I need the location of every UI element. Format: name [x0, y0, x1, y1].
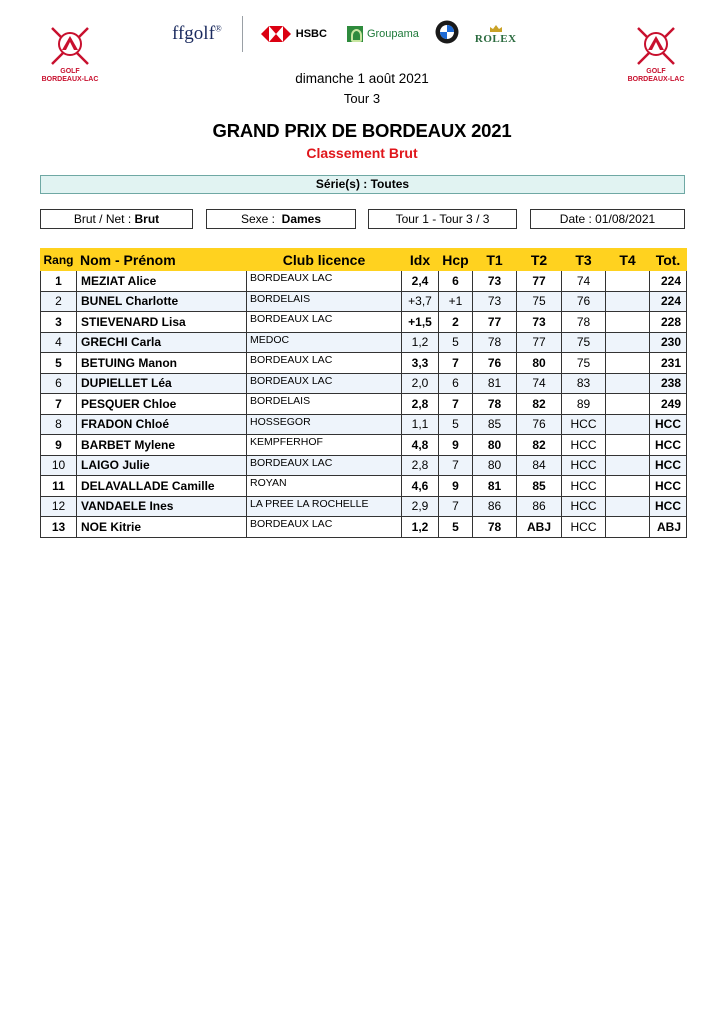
cell-t3: HCC	[562, 476, 606, 497]
cell-name: BETUING Manon	[77, 353, 247, 374]
cell-t4	[606, 353, 650, 374]
cell-t2: 76	[517, 414, 562, 435]
cell-total: HCC	[650, 496, 687, 517]
cell-club: BORDEAUX LAC	[247, 353, 402, 374]
page-subtitle: Classement Brut	[306, 145, 418, 161]
cell-t1: 73	[473, 271, 517, 292]
cell-idx: 2,4	[402, 271, 439, 292]
cell-t2: 77	[517, 271, 562, 292]
cell-hcp: 5	[439, 332, 473, 353]
cell-t4	[606, 271, 650, 292]
cell-t3: 89	[562, 394, 606, 415]
cell-t2: 74	[517, 373, 562, 394]
cell-t4	[606, 455, 650, 476]
cell-t1: 77	[473, 312, 517, 333]
cell-idx: 1,1	[402, 414, 439, 435]
filter-mode: Brut / Net : Brut	[40, 209, 193, 229]
col-header-t4: T4	[606, 249, 650, 271]
table-row	[41, 291, 687, 312]
cell-rank: 1	[41, 271, 77, 292]
cell-t1: 81	[473, 476, 517, 497]
cell-name: MEZIAT Alice	[77, 271, 247, 292]
table-row	[41, 455, 687, 476]
cell-t2: 82	[517, 435, 562, 456]
cell-idx: 2,8	[402, 455, 439, 476]
col-header-hcp: Hcp	[439, 249, 473, 271]
cell-club: KEMPFERHOF	[247, 435, 402, 456]
cell-hcp: 9	[439, 435, 473, 456]
col-header-t3: T3	[562, 249, 606, 271]
cell-name: VANDAELE Ines	[77, 496, 247, 517]
cell-t4	[606, 394, 650, 415]
cell-hcp: 5	[439, 414, 473, 435]
cell-name: STIEVENARD Lisa	[77, 312, 247, 333]
cell-total: 238	[650, 373, 687, 394]
cell-t3: 78	[562, 312, 606, 333]
cell-t1: 78	[473, 332, 517, 353]
cell-club: BORDELAIS	[247, 291, 402, 312]
table-header-row	[41, 249, 687, 271]
col-header-t2: T2	[517, 249, 562, 271]
cell-t1: 78	[473, 517, 517, 538]
cell-total: 230	[650, 332, 687, 353]
cell-t2: 84	[517, 455, 562, 476]
cell-idx: 2,0	[402, 373, 439, 394]
cell-name: DELAVALLADE Camille	[77, 476, 247, 497]
cell-name: PESQUER Chloe	[77, 394, 247, 415]
table-row	[41, 332, 687, 353]
cell-idx: 2,9	[402, 496, 439, 517]
cell-t3: 74	[562, 271, 606, 292]
cell-club: LA PREE LA ROCHELLE	[247, 496, 402, 517]
cell-hcp: 2	[439, 312, 473, 333]
cell-rank: 11	[41, 476, 77, 497]
cell-total: 224	[650, 271, 687, 292]
cell-t4	[606, 435, 650, 456]
cell-t4	[606, 496, 650, 517]
cell-total: ABJ	[650, 517, 687, 538]
table-row	[41, 496, 687, 517]
cell-rank: 8	[41, 414, 77, 435]
cell-idx: 2,8	[402, 394, 439, 415]
cell-club: MEDOC	[247, 332, 402, 353]
golf-club-emblem-icon	[632, 24, 680, 68]
cell-t1: 80	[473, 455, 517, 476]
results-table	[40, 248, 687, 538]
cell-t2: 82	[517, 394, 562, 415]
cell-total: 228	[650, 312, 687, 333]
cell-t2: 73	[517, 312, 562, 333]
groupama-icon	[347, 26, 363, 42]
cell-rank: 10	[41, 455, 77, 476]
cell-hcp: 7	[439, 496, 473, 517]
cell-club: ROYAN	[247, 476, 402, 497]
golf-club-emblem-icon	[46, 24, 94, 68]
cell-idx: +1,5	[402, 312, 439, 333]
sponsor-divider	[242, 16, 243, 52]
cell-club: BORDEAUX LAC	[247, 373, 402, 394]
cell-t3: 75	[562, 353, 606, 374]
cell-idx: 4,8	[402, 435, 439, 456]
cell-t4	[606, 373, 650, 394]
cell-t3: HCC	[562, 496, 606, 517]
cell-name: BARBET Mylene	[77, 435, 247, 456]
cell-hcp: 7	[439, 455, 473, 476]
cell-t1: 73	[473, 291, 517, 312]
bmw-roundel-icon	[435, 20, 459, 44]
cell-t4	[606, 414, 650, 435]
cell-hcp: 5	[439, 517, 473, 538]
series-bar: Série(s) : Toutes	[40, 175, 685, 194]
cell-hcp: 6	[439, 373, 473, 394]
event-round: Tour 3	[343, 91, 381, 106]
cell-idx: 1,2	[402, 332, 439, 353]
cell-t4	[606, 332, 650, 353]
cell-idx: +3,7	[402, 291, 439, 312]
cell-hcp: +1	[439, 291, 473, 312]
cell-rank: 13	[41, 517, 77, 538]
page-title: GRAND PRIX DE BORDEAUX 2021	[212, 120, 512, 141]
cell-t1: 81	[473, 373, 517, 394]
cell-name: DUPIELLET Léa	[77, 373, 247, 394]
crown-icon	[489, 24, 503, 33]
cell-t4	[606, 291, 650, 312]
results-body	[41, 271, 687, 538]
cell-idx: 4,6	[402, 476, 439, 497]
sponsor-strip	[150, 12, 582, 56]
cell-rank: 2	[41, 291, 77, 312]
cell-name: BUNEL Charlotte	[77, 291, 247, 312]
cell-t4	[606, 517, 650, 538]
bmw-logo	[435, 20, 459, 49]
cell-t2: 80	[517, 353, 562, 374]
cell-total: 224	[650, 291, 687, 312]
cell-hcp: 7	[439, 353, 473, 374]
cell-t1: 80	[473, 435, 517, 456]
cell-rank: 7	[41, 394, 77, 415]
cell-t3: HCC	[562, 455, 606, 476]
table-row	[41, 312, 687, 333]
club-logo-line2: BORDEAUX-LAC	[41, 76, 99, 83]
cell-total: 231	[650, 353, 687, 374]
col-header-idx: Idx	[402, 249, 439, 271]
cell-club: BORDEAUX LAC	[247, 271, 402, 292]
cell-name: LAIGO Julie	[77, 455, 247, 476]
cell-t2: 86	[517, 496, 562, 517]
cell-t2: 75	[517, 291, 562, 312]
hsbc-hexagon-icon	[261, 26, 291, 42]
cell-club: BORDEAUX LAC	[247, 455, 402, 476]
cell-t3: 76	[562, 291, 606, 312]
cell-rank: 9	[41, 435, 77, 456]
table-row	[41, 476, 687, 497]
cell-t2: 85	[517, 476, 562, 497]
cell-hcp: 6	[439, 271, 473, 292]
rolex-logo: ROLEX	[475, 24, 517, 45]
cell-t1: 76	[473, 353, 517, 374]
cell-total: HCC	[650, 455, 687, 476]
table-row	[41, 271, 687, 292]
cell-t2: ABJ	[517, 517, 562, 538]
cell-rank: 3	[41, 312, 77, 333]
cell-hcp: 9	[439, 476, 473, 497]
cell-idx: 3,3	[402, 353, 439, 374]
table-row	[41, 435, 687, 456]
club-logo-line1: GOLF	[60, 68, 80, 75]
col-header-total: Tot.	[650, 249, 687, 271]
club-logo-line2: BORDEAUX-LAC	[627, 76, 685, 83]
table-row	[41, 353, 687, 374]
cell-rank: 4	[41, 332, 77, 353]
cell-t1: 86	[473, 496, 517, 517]
col-header-rank: Rang	[41, 249, 77, 271]
cell-name: FRADON Chloé	[77, 414, 247, 435]
cell-t3: 83	[562, 373, 606, 394]
cell-t3: HCC	[562, 435, 606, 456]
table-row	[41, 373, 687, 394]
cell-t3: HCC	[562, 517, 606, 538]
cell-rank: 12	[41, 496, 77, 517]
col-header-club: Club licence	[247, 249, 402, 271]
cell-name: NOE Kitrie	[77, 517, 247, 538]
cell-club: BORDEAUX LAC	[247, 312, 402, 333]
cell-total: HCC	[650, 414, 687, 435]
hsbc-logo: HSBC	[261, 26, 327, 42]
club-logo-line1: GOLF	[646, 68, 666, 75]
cell-hcp: 7	[439, 394, 473, 415]
ffgolf-logo: ffgolf®	[172, 23, 222, 44]
table-row	[41, 517, 687, 538]
cell-total: 249	[650, 394, 687, 415]
filter-date: Date : 01/08/2021	[530, 209, 685, 229]
cell-club: HOSSEGOR	[247, 414, 402, 435]
cell-t1: 78	[473, 394, 517, 415]
table-row	[41, 394, 687, 415]
cell-name: GRECHI Carla	[77, 332, 247, 353]
cell-club: BORDEAUX LAC	[247, 517, 402, 538]
cell-total: HCC	[650, 435, 687, 456]
cell-t4	[606, 312, 650, 333]
filter-sex: Sexe : Dames	[206, 209, 356, 229]
cell-idx: 1,2	[402, 517, 439, 538]
cell-t3: 75	[562, 332, 606, 353]
col-header-t1: T1	[473, 249, 517, 271]
groupama-logo: Groupama	[347, 26, 419, 42]
cell-t1: 85	[473, 414, 517, 435]
cell-total: HCC	[650, 476, 687, 497]
filter-rounds: Tour 1 - Tour 3 / 3	[368, 209, 517, 229]
cell-t4	[606, 476, 650, 497]
event-date: dimanche 1 août 2021	[295, 71, 429, 86]
table-row	[41, 414, 687, 435]
col-header-name: Nom - Prénom	[77, 249, 247, 271]
cell-club: BORDELAIS	[247, 394, 402, 415]
cell-t2: 77	[517, 332, 562, 353]
cell-t3: HCC	[562, 414, 606, 435]
cell-rank: 6	[41, 373, 77, 394]
cell-rank: 5	[41, 353, 77, 374]
